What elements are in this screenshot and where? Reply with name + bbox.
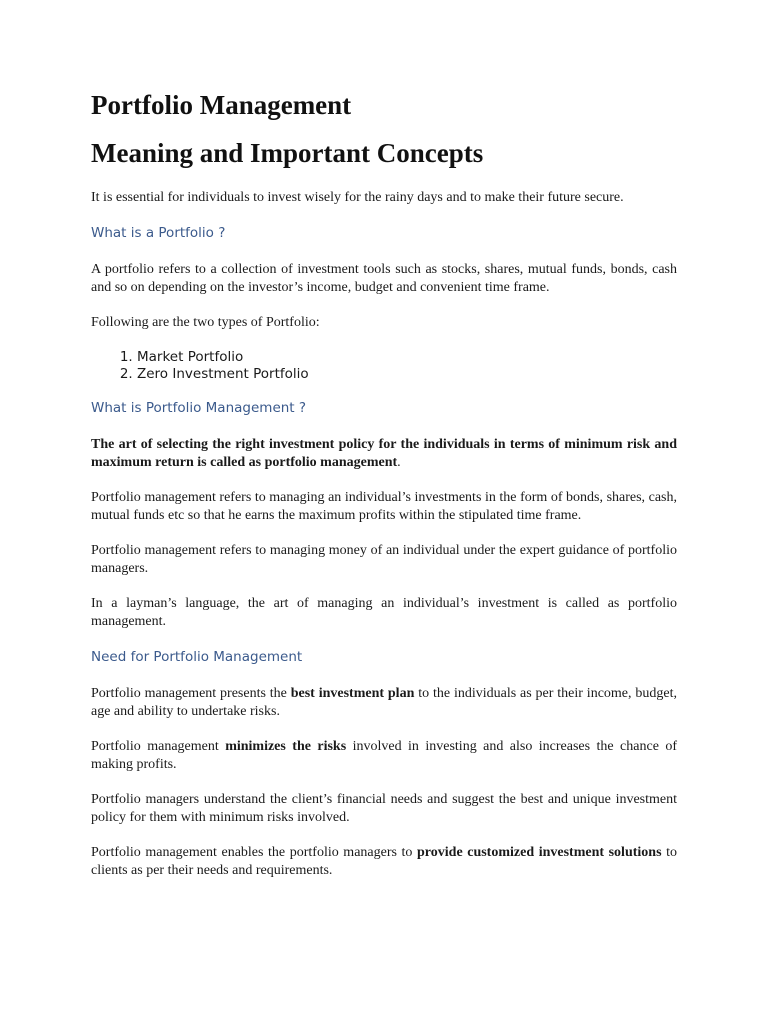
management-paragraph-2: Portfolio management refers to managing money of an individual under the expert guidance of portfolio managers. (91, 543, 677, 576)
management-definition-bold: The art of selecting the right investment policy for the individuals in terms of minimum risk and maximum return is called as portfolio management (91, 437, 677, 470)
need-paragraph-2-text-b: involved in investing and also increases the chance of making profits. (91, 739, 678, 772)
need-paragraph-1 (91, 685, 677, 721)
need-paragraph-4 (91, 844, 677, 880)
need-paragraph-4-text-b: to clients as per their needs and requirements. (91, 845, 678, 878)
section-heading-what-is-portfolio: What is a Portfolio ? (91, 225, 226, 241)
management-paragraph-3: In a layman’s language, the art of managing an individual’s investment is called as portfolio management. (91, 596, 677, 629)
need-paragraph-3: Portfolio managers understand the client’s financial needs and suggest the best and unique investment policy for them with minimum risks involved. (91, 792, 677, 825)
need-paragraph-1-bold: best investment plan (290, 686, 415, 701)
need-paragraph-2 (91, 738, 677, 774)
need-paragraph-2-bold: minimizes the risks (225, 739, 347, 754)
need-paragraph-4-text-a: Portfolio management enables the portfolio managers to (91, 845, 418, 860)
list-item: 2. Zero Investment Portfolio (137, 366, 677, 383)
need-paragraph-1-text-a: Portfolio management presents the (91, 686, 291, 701)
portfolio-types-intro: Following are the two types of Portfolio: (91, 315, 320, 330)
section-heading-what-is-portfolio-management: What is Portfolio Management ? (91, 400, 307, 416)
document-subtitle: Meaning and Important Concepts (91, 138, 484, 168)
management-paragraph-1: Portfolio management refers to managing an individual’s investments in the form of bonds, shares, cash, mutual funds etc so that he earns the maximum profits within the stipulated time frame. (91, 490, 677, 523)
document-page (91, 88, 677, 897)
portfolio-definition-paragraph: A portfolio refers to a collection of investment tools such as stocks, shares, mutual funds, bonds, cash and so on depending on the investor’s income, budget and convenient time frame. (91, 262, 677, 295)
need-paragraph-1-text-b: to the individuals as per their income, budget, age and ability to undertake risks. (91, 686, 677, 719)
section-heading-need-for-management: Need for Portfolio Management (91, 649, 303, 665)
need-paragraph-4-bold: provide customized investment solutions (417, 845, 662, 860)
need-paragraph-2-text-a: Portfolio management (91, 739, 226, 754)
intro-paragraph: It is essential for individuals to invest wisely for the rainy days and to make their future secure. (91, 190, 624, 205)
management-definition-period: . (397, 455, 401, 470)
management-definition-paragraph (91, 436, 677, 472)
list-item: 1. Market Portfolio (137, 349, 677, 366)
document-title: Portfolio Management (91, 90, 352, 120)
portfolio-types-list (91, 349, 677, 383)
